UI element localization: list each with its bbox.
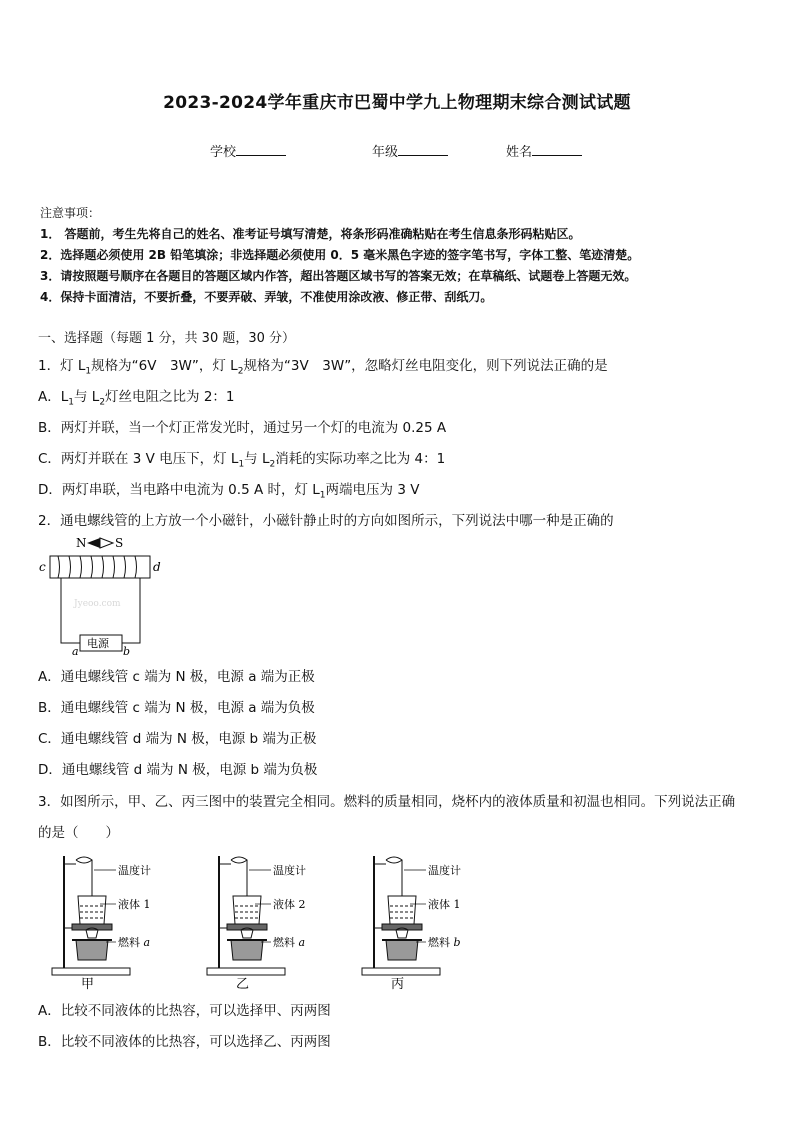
wire-left [61, 578, 80, 643]
question-2-option-d: D．通电螺线管 d 端为 N 极，电源 b 端为负极 [38, 762, 318, 778]
apparatus-figure-jia [48, 850, 188, 990]
grade-blank [398, 143, 448, 156]
question-1-option-d: D．两灯串联，当电路中电流为 0.5 A 时，灯 $L_1$两端电压为 3 V [38, 482, 420, 501]
apparatus-figure-bing [358, 850, 498, 990]
compass-needle-south [100, 538, 113, 548]
notice-heading: 注意事项： [40, 206, 101, 220]
solenoid-core [50, 556, 150, 578]
question-2-option-a: A．通电螺线管 c 端为 N 极，电源 a 端为正极 [38, 669, 315, 685]
question-2-option-b: B．通电螺线管 c 端为 N 极，电源 a 端为负极 [38, 700, 315, 716]
school-label: 学校 [210, 145, 237, 160]
liquid-label: 液体 2 [273, 898, 306, 911]
notice-item: 4．保持卡面清洁，不要折叠，不要弄破、弄皱，不准使用涂改液、修正带、刮纸刀。 [40, 290, 493, 304]
name-field [506, 141, 582, 160]
solenoid-end-d: d [153, 560, 161, 574]
exam-title: 2023-2024学年重庆市巴蜀中学九上物理期末综合测试试题 [163, 93, 631, 113]
question-1-option-c: C．两灯并联在 3 V 电压下，灯 $L_1$与 $L_2$消耗的实际功率之比为 4：1 [38, 451, 446, 470]
fuel-label: 燃料 [118, 936, 140, 949]
solenoid-end-c: c [39, 560, 46, 574]
needle-s-label: S [115, 536, 124, 550]
fuel-label: 燃料 [273, 936, 295, 949]
svg-text:燃料 a [118, 935, 150, 949]
terminal-a: a [72, 645, 79, 656]
question-2-stem: 2．通电螺线管的上方放一个小磁针，小磁针静止时的方向如图所示，下列说法中哪一种是正确的 [38, 513, 614, 529]
thermometer-label: 温度计 [273, 864, 306, 877]
name-blank [532, 143, 582, 156]
power-source-label: 电源 [87, 637, 109, 650]
fuel-letter: a [143, 936, 151, 949]
fuel-letter: b [453, 936, 461, 949]
school-blank [236, 143, 286, 156]
watermark: Jyeoo.com [74, 599, 121, 609]
question-1-option-b: B．两灯并联，当一个灯正常发光时，通过另一个灯的电流为 0.25 A [38, 420, 447, 436]
question-3-stem-line1: 3．如图所示，甲、乙、丙三图中的装置完全相同。燃料的质量相同，烧杯内的液体质量和初温也相同。下列说法正确 [38, 794, 736, 810]
question-1-stem: 1．灯 $L_1$规格为“6V 3W”，灯 $L_2$规格为“3V 3W”，忽略灯丝电阻变化，则下列说法正确的是 [38, 358, 608, 377]
question-3-option-a: A．比较不同液体的比热容，可以选择甲、丙两图 [38, 1003, 331, 1019]
figure-caption: 丙 [391, 977, 405, 990]
school-field [210, 141, 286, 160]
question-3-stem-line2: 的是（ ） [38, 825, 119, 841]
svg-text:燃料 a [273, 935, 305, 949]
question-1-option-a: A．$L_1$与 $L_2$灯丝电阻之比为 2：1 [38, 389, 235, 408]
notice-item: 1． 答题前，考生先将自己的姓名、准考证号填写清楚，将条形码准确粘贴在考生信息条形码粘贴区。 [40, 227, 581, 241]
terminal-b: b [123, 645, 131, 656]
thermometer-label: 温度计 [428, 864, 461, 877]
name-label: 姓名 [506, 145, 533, 160]
needle-n-label: N [76, 536, 87, 550]
fuel-letter: a [298, 936, 306, 949]
liquid-label: 液体 1 [428, 898, 461, 911]
liquid-label: 液体 1 [118, 898, 151, 911]
notice-item: 3．请按照题号顺序在各题目的答题区域内作答，超出答题区域书写的答案无效；在草稿纸、试题卷上答题无效。 [40, 269, 637, 283]
solenoid-figure [36, 534, 166, 656]
notice-item: 2．选择题必须使用 2B 铅笔填涂；非选择题必须使用 0．5 毫米黑色字迹的签字笔书写，字体工整、笔迹清楚。 [40, 248, 640, 262]
figure-caption: 甲 [81, 977, 95, 990]
thermometer-label: 温度计 [118, 864, 151, 877]
question-2-option-c: C．通电螺线管 d 端为 N 极，电源 b 端为正极 [38, 731, 317, 747]
question-3-option-b: B．比较不同液体的比热容，可以选择乙、丙两图 [38, 1034, 331, 1050]
apparatus-figure-yi [203, 850, 343, 990]
compass-needle-north [87, 538, 100, 548]
figure-caption: 乙 [236, 977, 250, 990]
wire-right [122, 578, 140, 643]
grade-field [372, 141, 448, 160]
grade-label: 年级 [372, 145, 399, 160]
notice-block [40, 203, 639, 308]
svg-text:燃料 b [428, 935, 461, 949]
fuel-label: 燃料 [428, 936, 450, 949]
section-heading: 一、选择题（每题 1 分，共 30 题，30 分） [38, 331, 296, 346]
